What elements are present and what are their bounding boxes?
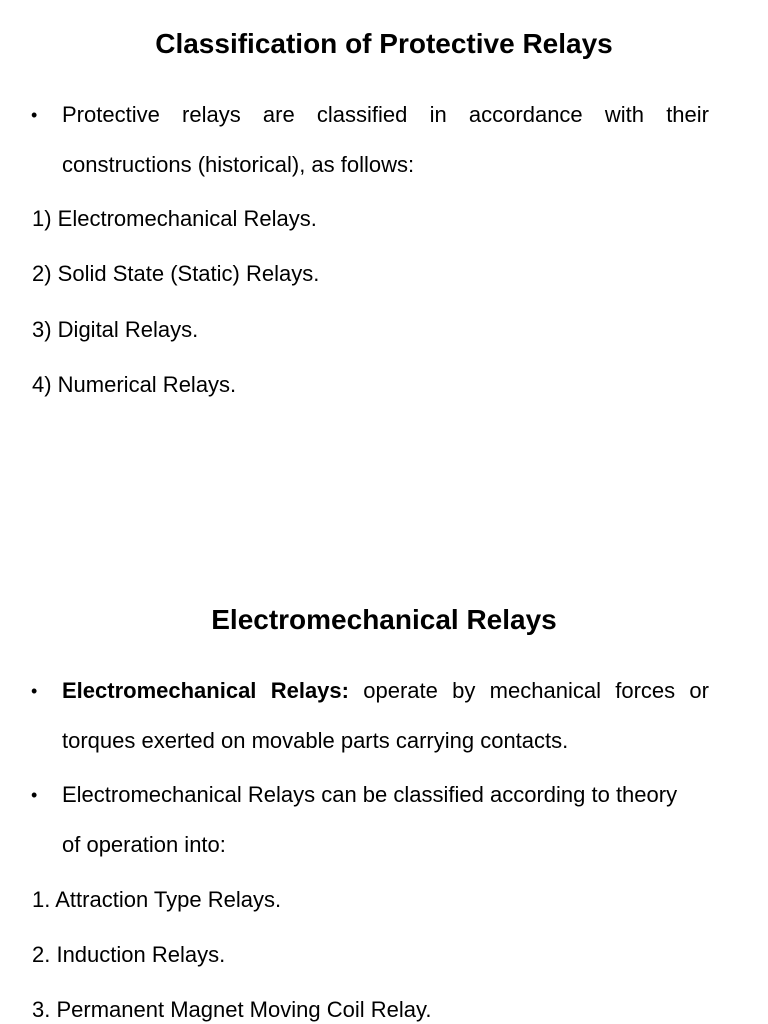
- bullet-text-line: [62, 680, 709, 702]
- bullet-text-line: constructions (historical), as follows:: [62, 152, 415, 177]
- list-item: 3) Digital Relays.: [32, 317, 199, 342]
- list-item: 4) Numerical Relays.: [32, 372, 237, 397]
- slide-title: Classification of Protective Relays: [155, 28, 613, 59]
- list-item: 2) Solid State (Static) Relays.: [32, 261, 320, 286]
- bullet-icon: •: [31, 785, 38, 805]
- slide-title: Electromechanical Relays: [211, 604, 557, 635]
- list-item: 1. Attraction Type Relays.: [32, 887, 282, 912]
- slide-electromechanical: [0, 576, 768, 1024]
- bullet-text-line: Electromechanical Relays can be classified according to theory: [62, 782, 678, 807]
- list-item: 3. Permanent Magnet Moving Coil Relay.: [32, 997, 432, 1022]
- bullet-text-line: torques exerted on movable parts carrying contacts.: [62, 728, 569, 753]
- list-item: 1) Electromechanical Relays.: [32, 206, 317, 231]
- bullet-icon: •: [31, 681, 38, 701]
- bullet-text-line: of operation into:: [62, 832, 226, 857]
- bold-term: Electromechanical Relays:: [62, 678, 349, 703]
- bullet-icon: •: [31, 105, 38, 125]
- list-item: 2. Induction Relays.: [32, 942, 226, 967]
- bullet-text-rest: operate by mechanical forces or: [348, 678, 709, 703]
- bullet-text-line: Protective relays are classified in accordance with their: [62, 102, 709, 127]
